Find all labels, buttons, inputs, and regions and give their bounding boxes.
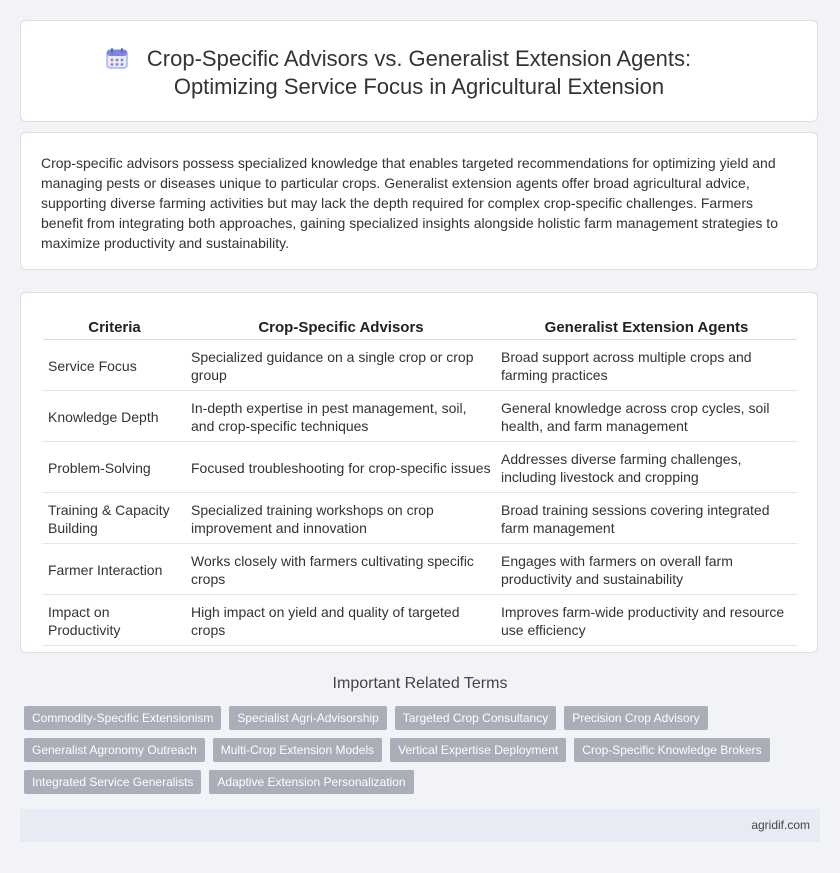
crop-specific-cell: Specialized guidance on a single crop or crop group <box>186 340 496 391</box>
crop-specific-cell: Focused troubleshooting for crop-specific issues <box>186 442 496 493</box>
related-term-tag[interactable]: Targeted Crop Consultancy <box>395 706 556 730</box>
criteria-cell: Problem-Solving <box>43 442 186 493</box>
crop-specific-cell: High impact on yield and quality of targeted crops <box>186 595 496 646</box>
crop-specific-cell: Specialized training workshops on crop improvement and innovation <box>186 493 496 544</box>
title-card <box>20 20 818 122</box>
generalist-cell: Improves farm-wide productivity and resource use efficiency <box>496 595 797 646</box>
related-term-tag[interactable]: Adaptive Extension Personalization <box>209 770 413 794</box>
criteria-cell: Farmer Interaction <box>43 544 186 595</box>
generalist-cell: Engages with farmers on overall farm productivity and sustainability <box>496 544 797 595</box>
intro-paragraph: Crop-specific advisors possess specialized knowledge that enables targeted recommendations for optimizing yield and managing pests or diseases unique to particular crops. Generalist extension agents offer broad agricultural advice, supporting diverse farming activities but may lack the depth required for complex crop-specific challenges. Farmers benefit from integrating both approaches, gaining specialized insights alongside holistic farm management strategies to maximize productivity and sustainability. <box>41 155 778 251</box>
column-header: Crop-Specific Advisors <box>186 315 496 340</box>
related-term-tag[interactable]: Multi-Crop Extension Models <box>213 738 382 762</box>
criteria-cell: Training & Capacity Building <box>43 493 186 544</box>
related-terms-heading: Important Related Terms <box>332 675 508 692</box>
related-term-tag[interactable]: Crop-Specific Knowledge Brokers <box>574 738 769 762</box>
generalist-cell: General knowledge across crop cycles, soil health, and farm management <box>496 391 797 442</box>
crop-specific-cell: In-depth expertise in pest management, soil, and crop-specific techniques <box>186 391 496 442</box>
table-row <box>43 391 797 442</box>
footer <box>20 809 820 842</box>
criteria-cell: Knowledge Depth <box>43 391 186 442</box>
criteria-cell: Service Focus <box>43 340 186 391</box>
related-terms-list <box>24 706 804 794</box>
generalist-cell: Addresses diverse farming challenges, including livestock and cropping <box>496 442 797 493</box>
related-term-tag[interactable]: Precision Crop Advisory <box>564 706 707 730</box>
table-row <box>43 442 797 493</box>
table-row <box>43 544 797 595</box>
comparison-table <box>43 315 797 646</box>
table-row <box>43 340 797 391</box>
intro-card <box>20 132 818 270</box>
related-term-tag[interactable]: Integrated Service Generalists <box>24 770 201 794</box>
related-term-tag[interactable]: Specialist Agri-Advisorship <box>229 706 386 730</box>
generalist-cell: Broad support across multiple crops and farming practices <box>496 340 797 391</box>
related-term-tag[interactable]: Commodity-Specific Extensionism <box>24 706 221 730</box>
table-row <box>43 595 797 646</box>
table-header-row <box>43 315 797 340</box>
comparison-table-card <box>20 292 818 653</box>
related-term-tag[interactable]: Generalist Agronomy Outreach <box>24 738 205 762</box>
related-term-tag[interactable]: Vertical Expertise Deployment <box>390 738 566 762</box>
column-header: Criteria <box>43 315 186 340</box>
site-link[interactable]: agridif.com <box>751 818 810 832</box>
column-header: Generalist Extension Agents <box>496 315 797 340</box>
crop-specific-cell: Works closely with farmers cultivating specific crops <box>186 544 496 595</box>
table-row <box>43 493 797 544</box>
page-title: Crop-Specific Advisors vs. Generalist Extension Agents: Optimizing Service Focus in Agricultural Extension <box>146 46 692 99</box>
generalist-cell: Broad training sessions covering integrated farm management <box>496 493 797 544</box>
criteria-cell: Impact on Productivity <box>43 595 186 646</box>
